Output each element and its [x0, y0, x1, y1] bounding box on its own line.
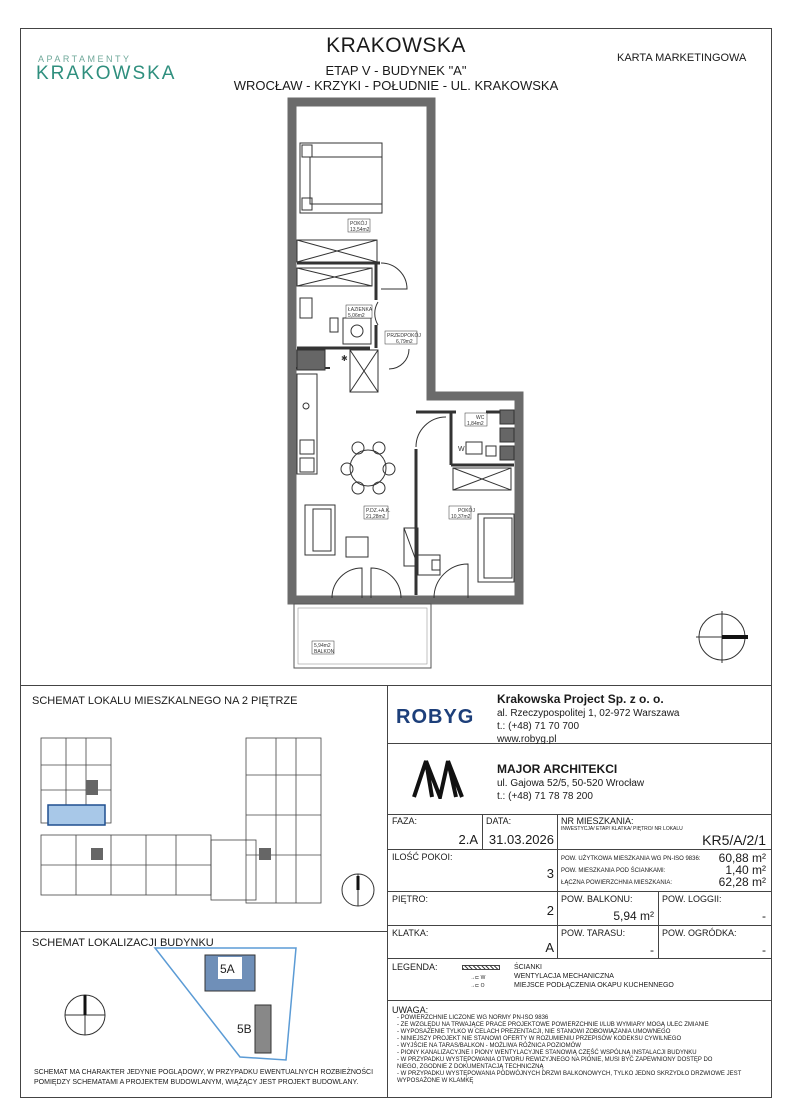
divider: [387, 1000, 772, 1001]
divider: [387, 958, 772, 959]
building-subtitle: ETAP V - BUDYNEK "A": [325, 63, 467, 78]
balcony-label: BALKON: [314, 649, 335, 655]
klatka-value: A: [545, 940, 554, 955]
location-scheme: [150, 945, 310, 1067]
note-line: - WYJŚCIE NA TARAS/BALKON - MOŻLIWA RÓŻNICA POZIOMÓW: [397, 1043, 581, 1049]
compass-icon: [696, 611, 748, 663]
note-line: - W PRZYPADKU WYSTĘPOWANIA PODWÓJNYCH DRZWI BALKONOWYCH, TYLKO JEDNO SKRZYDŁO DRZWIOWE JEST: [397, 1071, 742, 1077]
developer-phone: t.: (+48) 71 70 700: [497, 721, 580, 732]
faza-value: 2.A: [458, 832, 478, 847]
divider: [557, 814, 558, 958]
room-area: 5,06m2: [348, 313, 365, 319]
note-line: - WYPOSAŻENIE TYLKO W CELACH PREZENTACJI, NIE STANOWI ZOBOWIĄZANIA UMOWNEGO: [397, 1029, 671, 1035]
svg-text:✱: ✱: [341, 354, 348, 363]
logo-small-text: APARTAMENTY: [38, 54, 132, 64]
compass-small-icon: [340, 872, 376, 908]
divider: [387, 925, 772, 926]
room-label: PRZEDPOKÓJ: [387, 333, 421, 339]
legend-label: LEGENDA:: [392, 962, 438, 972]
klatka-label: KLATKA:: [392, 928, 429, 938]
architect-name: MAJOR ARCHITEKCI: [497, 762, 618, 776]
room-label: P.DZ.+A.K.: [366, 508, 391, 514]
room-area: 10,37m2: [451, 514, 471, 520]
ventilation-symbol: →⊏ W: [470, 975, 486, 981]
pow-uzytkowa-label: POW. UŻYTKOWA MIESZKANIA WG PN-ISO 9836:: [561, 856, 701, 862]
hood-symbol: →⊏ O: [470, 983, 485, 989]
location-subtitle: WROCŁAW - KRZYKI - POŁUDNIE - UL. KRAKOWSKA: [233, 78, 559, 93]
logo: KRAKOWSKA: [36, 63, 177, 84]
data-value: 31.03.2026: [488, 832, 554, 847]
ogrodek-value: -: [762, 943, 766, 957]
room-area: 21,28m2: [366, 514, 386, 520]
data-label: DATA:: [486, 816, 512, 826]
legend-item: MIEJSCE PODŁĄCZENIA OKAPU KUCHENNEGO: [514, 982, 674, 989]
developer-address: al. Rzeczypospolitej 1, 02-972 Warszawa: [497, 708, 680, 719]
room-label: ŁAZIENKA: [348, 307, 373, 313]
pow-pod-value: 1,40 m²: [725, 863, 766, 877]
room-area: 13,54m2: [350, 227, 370, 233]
loggia-label: POW. LOGGII:: [662, 894, 722, 904]
note-line: - NINIEJSZY PROJEKT NIE STANOWI OFERTY W ROZUMIENIU PRZEPISÓW KODEKSU CYWILNEGO: [397, 1036, 682, 1042]
section-title-floor-scheme: SCHEMAT LOKALU MIESZKALNEGO NA 2 PIĘTRZE: [32, 695, 298, 707]
pow-uzytkowa-value: 60,88 m²: [718, 851, 766, 865]
faza-label: FAZA:: [392, 816, 418, 826]
divider: [482, 814, 483, 849]
room-area: 6,79m2: [396, 339, 413, 345]
note-line: - PIONY KANALIZACYJNE I PIONY WENTYLACYJNE STANOWIĄ CZĘŚĆ WSPÓLNĄ INSTALACJI BUDYNKU: [397, 1050, 697, 1056]
scheme-note: SCHEMAT MA CHARAKTER JEDYNIE POGLĄDOWY, W PRZYPADKU EWENTUALNYCH ROZBIEŻNOŚCI POMIĘDZY SCHEMATAMI A PROJEKTEM BUDOWLANYM, WIĄŻĄCY JEST PROJEKT BUDOWLANY.: [34, 1069, 374, 1086]
balkon-value: 5,94 m²: [613, 909, 654, 923]
card-type: KARTA MARKETINGOWA: [617, 52, 747, 64]
loggia-value: -: [762, 909, 766, 923]
divider: [387, 743, 772, 744]
taras-label: POW. TARASU:: [561, 928, 626, 938]
nr-value: KR5/A/2/1: [702, 832, 766, 848]
note-line: WYPOSAŻONE W KLAMKĘ: [397, 1078, 474, 1084]
pokoje-value: 3: [546, 866, 554, 881]
nr-sublabel: INWESTYCJA/ ETAP/ KLATKA/ PIĘTRO/ NR LOKALU: [561, 826, 683, 832]
building-b-label: 5B: [237, 1022, 252, 1036]
robyg-logo: ROBYG: [396, 706, 475, 728]
page-title: KRAKOWSKA: [326, 34, 466, 57]
pietro-value: 2: [546, 903, 554, 918]
floor-scheme: [36, 735, 336, 915]
wall-symbol: [462, 965, 500, 970]
room-area: 1,84m2: [467, 421, 484, 427]
legend-item: WENTYLACJA MECHANICZNA: [514, 973, 614, 980]
note-line: NIEGO, ZGODNIE Z DOKUMENTACJĄ TECHNICZNĄ: [397, 1064, 544, 1070]
architect-address: ul. Gajowa 52/5, 50-520 Wrocław: [497, 778, 645, 789]
room-label: POKÓJ: [350, 221, 367, 227]
note-line: - W PRZYPADKU WYSTĘPOWANIA OTWORU REWIZYJNEGO NA PIONIE, MUSI BYĆ ZAPEWNIONY DOSTĘP DO: [397, 1057, 713, 1063]
balkon-label: POW. BALKONU:: [561, 894, 633, 904]
section-title-location-scheme: SCHEMAT LOKALIZACJI BUDYNKU: [32, 937, 214, 949]
legend-item: ŚCIANKI: [514, 964, 543, 971]
room-label: POKÓJ: [458, 508, 475, 514]
pow-pod-label: POW. MIESZKANIA POD ŚCIANKAMI:: [561, 868, 666, 874]
note-line: - ZE WZGLĘDU NA TRWAJĄCE PRACE PROJEKTOWE POWIERZCHNIE I/LUB WYMIARY MOGĄ ULEC ZMIANIE: [397, 1022, 709, 1028]
developer-name: Krakowska Project Sp. z o. o.: [497, 692, 664, 706]
room-label: WC: [476, 415, 485, 421]
laczna-label: ŁĄCZNA POWIERZCHNIA MIESZKANIA:: [561, 880, 673, 886]
laczna-value: 62,28 m²: [718, 875, 766, 889]
note-line: - POWIERZCHNIE LICZONE WG NORMY PN-ISO 9836: [397, 1015, 549, 1021]
divider: [20, 931, 387, 932]
pietro-label: PIĘTRO:: [392, 894, 429, 904]
divider: [658, 891, 659, 958]
building-a-label: 5A: [220, 962, 235, 976]
balcony-area: 5,94m2: [314, 643, 331, 649]
architect-phone: t.: (+48) 71 78 78 200: [497, 791, 593, 802]
pokoje-label: ILOŚĆ POKOI:: [392, 852, 453, 862]
notes-label: UWAGA:: [392, 1005, 429, 1015]
major-architekci-logo: [412, 757, 464, 799]
taras-value: -: [650, 943, 654, 957]
compass-location-icon: [62, 992, 108, 1038]
developer-web[interactable]: www.robyg.pl: [497, 734, 557, 745]
divider: [387, 891, 772, 892]
divider: [387, 814, 772, 815]
ogrodek-label: POW. OGRÓDKA:: [662, 928, 737, 938]
divider: [387, 849, 772, 850]
svg-text:W: W: [458, 446, 465, 453]
nr-label: NR MIESZKANIA:: [561, 816, 634, 826]
